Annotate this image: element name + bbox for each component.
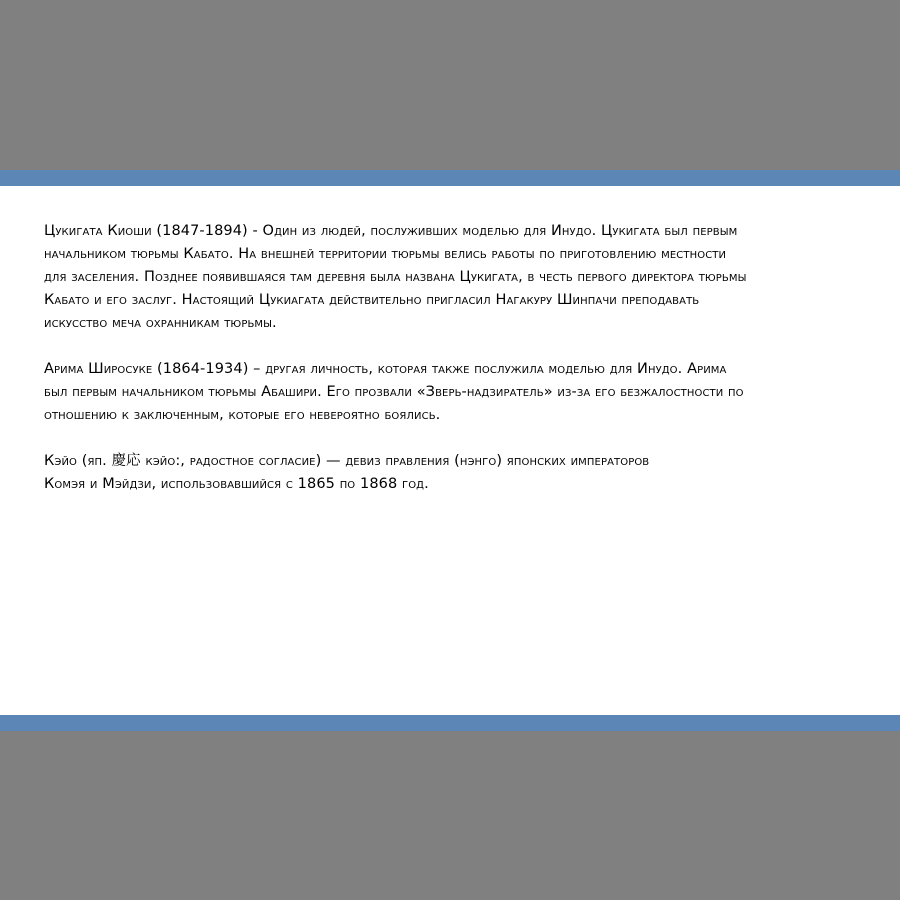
top-blue-band: [0, 170, 900, 186]
note-line: был первым начальником тюрьмы Абашири. Его прозвали «Зверь-надзиратель» из-за его безжалостности по: [44, 384, 744, 400]
note-line: начальником тюрьмы Кабато. На внешней территории тюрьмы велись работы по приготовлению местности: [44, 246, 727, 262]
note-line: искусство меча охранникам тюрьмы.: [44, 315, 277, 331]
note-line: Цукигата Киоши (1847-1894) - Один из людей, послуживших моделью для Инудо. Цукигата был первым: [44, 223, 738, 239]
bottom-blue-band: [0, 715, 900, 731]
note-arima: [44, 358, 854, 427]
note-line: Кэйо (яп. 慶応 кэйо:, радостное согласие) — девиз правления (нэнго) японских императоров: [44, 453, 650, 469]
note-line: Арима Широсуке (1864-1934) – другая личность, которая также послужила моделью для Инудо. Арима: [44, 361, 727, 377]
note-line: Кабато и его заслуг. Настоящий Цукиагата действительно пригласил Нагакуру Шинпачи преподавать: [44, 292, 700, 308]
note-tsukigata: [44, 220, 854, 335]
note-line: отношению к заключенным, которые его невероятно боялись.: [44, 407, 441, 423]
note-keio: [44, 450, 854, 496]
note-line: для заселения. Позднее появившаяся там деревня была названа Цукигата, в честь первого директора тюрьмы: [44, 269, 747, 285]
translator-notes: [44, 220, 854, 519]
note-line: Комэя и Мэйдзи, использовавшийся с 1865 по 1868 год.: [44, 476, 429, 492]
